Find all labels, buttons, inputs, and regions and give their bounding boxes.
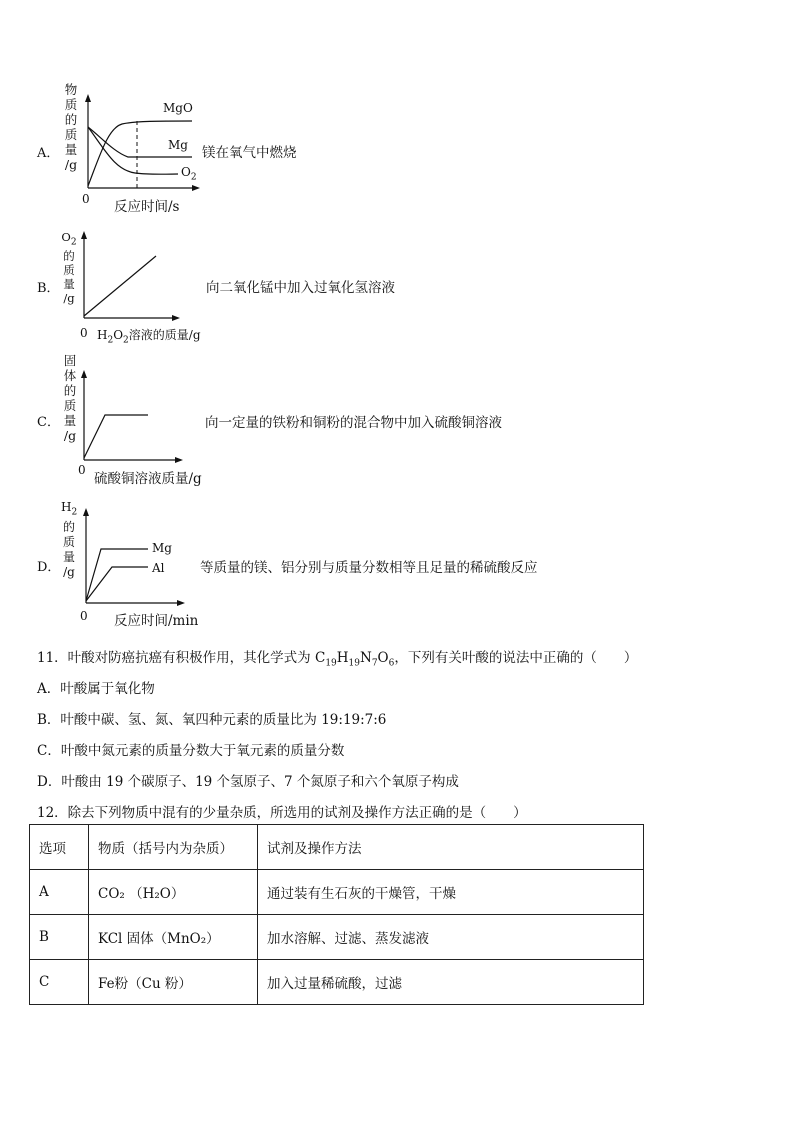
table-row [30, 870, 644, 915]
origin-label: 0 [82, 192, 90, 206]
header-cell: 物质（括号内为杂质） [89, 825, 258, 870]
series-label-o2: $O_2$ [181, 165, 197, 183]
x-axis-label: $H_2O_2$溶液的质量/g [97, 328, 201, 346]
origin-label: 0 [78, 463, 86, 477]
option-a: A．叶酸属于氧化物 [37, 681, 155, 697]
series-label-mg: Mg [168, 138, 188, 152]
y-axis-label: 物 质 的 质 量 /g [64, 82, 78, 172]
origin-label: 0 [80, 609, 88, 623]
y-axis-label: $O_2$ 的 质 量 /g [61, 230, 77, 306]
table-header-row [30, 825, 644, 870]
answer-table [29, 824, 644, 1005]
series-label-mg: Mg [152, 541, 172, 555]
table-cell-method: 通过装有生石灰的干燥管，干燥 [258, 870, 644, 915]
chart-caption: 向二氧化锰中加入过氧化氢溶液 [206, 280, 395, 296]
series-label-al: Al [152, 561, 165, 575]
series-mg [86, 549, 148, 601]
table-cell-option: B [30, 915, 89, 960]
table-cell-option: C [30, 960, 89, 1005]
option-label: C． [37, 415, 60, 430]
option-label: A． [37, 146, 60, 161]
table-cell-method: 加水溶解、过滤、蒸发滤液 [258, 915, 644, 960]
option-c: C．叶酸中氮元素的质量分数大于氧元素的质量分数 [37, 743, 345, 759]
y-axis-label: $H_2$ 的 质 量 /g [61, 500, 78, 580]
table-row [30, 915, 644, 960]
table-cell-substance: CO₂ （H₂O） [89, 870, 258, 915]
table-cell-method: 加入过量稀硫酸，过滤 [258, 960, 644, 1005]
x-axis-label: 反应时间/min [114, 613, 199, 629]
x-axis-label: 硫酸铜溶液质量/g [94, 471, 202, 487]
option-label: D． [37, 560, 61, 575]
y-axis-arrow [83, 508, 89, 516]
table-cell-option: A [30, 870, 89, 915]
chart-caption: 等质量的镁、铝分别与质量分数相等且足量的稀硫酸反应 [200, 560, 538, 576]
option-b: B．叶酸中碳、氢、氮、氧四种元素的质量比为 19:19:7:6 [37, 712, 387, 728]
question-stem: 12．除去下列物质中混有的少量杂质，所选用的试剂及操作方法正确的是（ ） [37, 805, 527, 821]
series-label-mgo: MgO [163, 101, 193, 115]
table-row [30, 960, 644, 1005]
header-cell: 选项 [30, 825, 89, 870]
x-axis-label: 反应时间/s [114, 199, 180, 215]
table-cell-substance: KCl 固体（MnO₂） [89, 915, 258, 960]
series-al [86, 567, 148, 601]
option-label: B． [37, 281, 60, 296]
origin-label: 0 [80, 326, 88, 340]
y-axis-label: 固 体 的 质 量 /g [63, 353, 77, 443]
option-d: D．叶酸由 19 个碳原子、19 个氢原子、7 个氮原子和六个氧原子构成 [37, 774, 459, 790]
chart-caption: 镁在氧气中燃烧 [202, 145, 297, 161]
x-axis-arrow [177, 600, 185, 606]
table-cell-substance: Fe粉（Cu 粉） [89, 960, 258, 1005]
question-stem: 11．叶酸对防癌抗癌有积极作用，其化学式为 $C_{19}H_{19}N_7O_6$，下列有关叶酸的说法中正确的（ ） [37, 650, 638, 669]
chart-caption: 向一定量的铁粉和铜粉的混合物中加入硫酸铜溶液 [205, 415, 502, 431]
header-cell: 试剂及操作方法 [258, 825, 644, 870]
